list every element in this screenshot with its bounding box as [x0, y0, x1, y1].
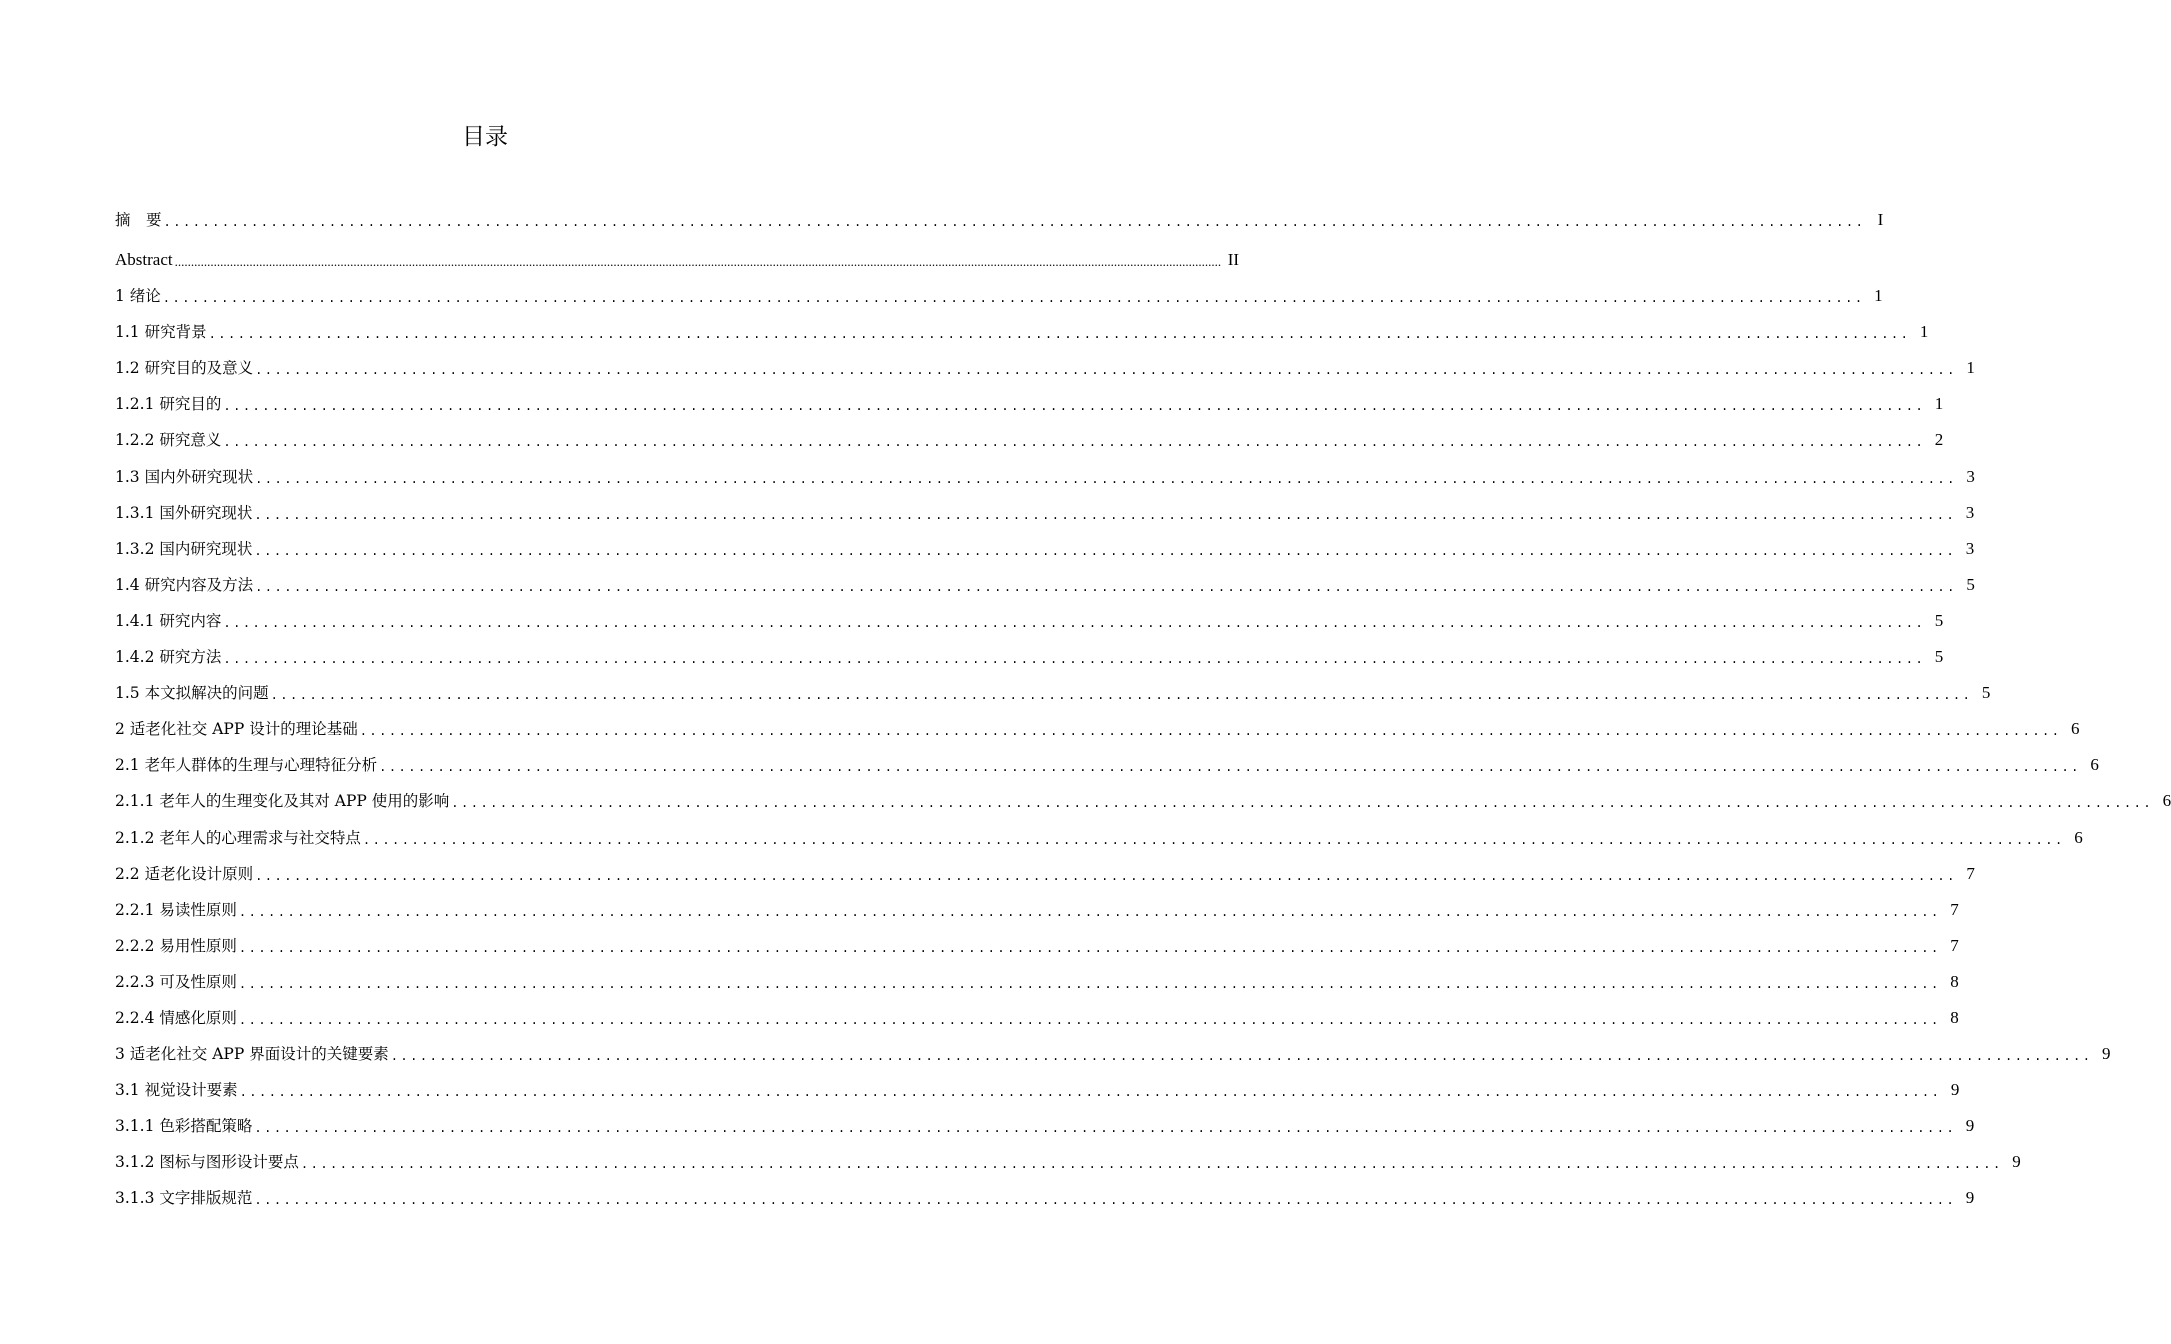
toc-entry-label: 2.2.2 易用性原则: [115, 936, 237, 955]
toc-entry-page: 5: [1981, 683, 1991, 703]
toc-entry-label: 2.1 老年人群体的生理与心理特征分析: [115, 756, 378, 775]
toc-entry-label: 1 绪论: [115, 287, 161, 306]
toc-dot-leader: ...............................................................................................................................................................................: [208, 327, 1911, 342]
toc-entry[interactable]: [115, 450, 1975, 486]
toc-dot-leader: ...............................................................................................................................................................................: [238, 940, 1941, 955]
toc-entry-page: 1: [1919, 322, 1929, 342]
toc-entry-label: Abstract: [115, 250, 173, 269]
toc-entry-label: 2.2 适老化设计原则: [115, 864, 254, 883]
toc-entry-label: 1.3 国内外研究现状: [115, 467, 254, 486]
toc-dot-leader: ...............................................................................................................................................................................: [379, 760, 2081, 775]
toc-entry-label: 2.2.1 易读性原则: [115, 900, 237, 919]
toc-dot-leader: ...............................................................................................................................................................................: [300, 1157, 2003, 1172]
toc-title: 目录: [462, 124, 508, 150]
toc-entry[interactable]: [115, 631, 1944, 667]
toc-dot-leader: ...............................................................................................................................................................................: [254, 1193, 1957, 1208]
toc-entry-abstract-en[interactable]: [115, 230, 1240, 270]
toc-entry-label: 2.1.2 老年人的心理需求与社交特点: [115, 828, 361, 847]
toc-entry-page: 6: [2071, 719, 2080, 739]
toc-entry-label: 3.1.3 文字排版规范: [115, 1189, 253, 1208]
toc-list: [115, 196, 2171, 1208]
toc-dot-leader: ...............................................................................................................................................................................: [390, 1049, 2093, 1064]
toc-entry-page: 3: [1966, 466, 1975, 486]
toc-dot-leader: ...............................................................................................................................................................................: [238, 904, 1941, 919]
toc-entry-label: 3 适老化社交 APP 界面设计的关键要素: [115, 1045, 389, 1064]
toc-dot-leader: ...............................................................................................................................................................................: [223, 399, 1926, 414]
toc-entry[interactable]: [115, 884, 1959, 920]
toc-entry[interactable]: [115, 1100, 1975, 1136]
toc-entry-label: 1.5 本文拟解决的问题: [115, 684, 269, 703]
toc-entry-page: 7: [1950, 899, 1959, 919]
toc-entry-page: 1: [1874, 286, 1883, 306]
toc-dot-leader: ...............................................................................................................................................................................: [238, 1012, 1941, 1027]
toc-entry-page: 6: [2074, 827, 2083, 847]
toc-entry[interactable]: [115, 559, 1975, 595]
toc-entry-page: 5: [1966, 574, 1975, 594]
toc-entry[interactable]: [115, 920, 1959, 956]
toc-dot-leader: ...............................................................................................................................................................................: [254, 543, 1957, 558]
toc-dot-leader: ...............................................................................................................................................................................: [255, 868, 1957, 883]
toc-entry-page: 9: [1965, 1188, 1975, 1208]
toc-entry[interactable]: [115, 775, 2171, 811]
toc-entry-page: 6: [2090, 755, 2099, 775]
toc-entry[interactable]: [115, 1172, 1975, 1208]
toc-entry-label: 1.1 研究背景: [115, 323, 207, 342]
toc-entry-label: 2.1.1 老年人的生理变化及其对 APP 使用的影响: [115, 792, 450, 811]
toc-dot-leader: ...............................................................................................................................................................................: [359, 724, 2062, 739]
toc-dot-leader: ...............................................................................................................................................................................: [223, 435, 1926, 450]
toc-entry-label: 3.1.1 色彩搭配策略: [115, 1117, 253, 1136]
toc-entry-page: 8: [1950, 1007, 1959, 1027]
toc-entry-page: 5: [1934, 610, 1944, 630]
toc-entry-label: 2.2.4 情感化原则: [115, 1008, 237, 1027]
toc-entry-label: 1.2.2 研究意义: [115, 431, 222, 450]
toc-entry-page: 1: [1934, 394, 1944, 414]
toc-entry-label: 2.2.3 可及性原则: [115, 972, 237, 991]
toc-entry[interactable]: [115, 703, 2080, 739]
toc-entry-abstract-cn[interactable]: [115, 196, 1884, 230]
toc-entry[interactable]: [115, 956, 1959, 992]
toc-dot-leader: ..................................................................................................................................................................................................................................................................................................................................: [174, 254, 1222, 269]
toc-entry[interactable]: [115, 523, 1975, 559]
toc-entry[interactable]: [115, 414, 1944, 450]
toc-entry-page: 1: [1966, 358, 1975, 378]
toc-dot-leader: ...............................................................................................................................................................................: [162, 291, 1865, 306]
toc-entry[interactable]: [115, 739, 2099, 775]
toc-entry-page: 9: [2012, 1152, 2021, 1172]
toc-entry-label: 1.4.1 研究内容: [115, 611, 222, 630]
toc-entry-label: 3.1.2 图标与图形设计要点: [115, 1153, 299, 1172]
toc-entry-page: II: [1227, 250, 1240, 269]
toc-entry-page: 5: [1934, 647, 1944, 667]
toc-entry-label: 2 适老化社交 APP 设计的理论基础: [115, 720, 358, 739]
toc-dot-leader: ...............................................................................................................................................................................: [451, 796, 2154, 811]
toc-entry-label: 1.3.2 国内研究现状: [115, 539, 253, 558]
toc-entry-page: 9: [2102, 1044, 2111, 1064]
toc-entry[interactable]: [115, 1064, 1960, 1100]
toc-dot-leader: ...............................................................................................................................................................................: [254, 507, 1957, 522]
toc-entry-page: 6: [2162, 791, 2171, 811]
toc-entry[interactable]: [115, 342, 1975, 378]
toc-dot-leader: ...............................................................................................................................................................................: [238, 976, 1941, 991]
toc-entry-label: 1.3.1 国外研究现状: [115, 503, 253, 522]
toc-entry-page: 9: [1950, 1080, 1960, 1100]
toc-dot-leader: ...............................................................................................................................................................................: [255, 579, 1957, 594]
toc-dot-leader: ...............................................................................................................................................................................: [270, 688, 1973, 703]
toc-entry-page: 8: [1950, 971, 1959, 991]
toc-dot-leader: ...............................................................................................................................................................................: [163, 215, 1866, 229]
toc-entry-page: 7: [1966, 863, 1975, 883]
toc-dot-leader: ...............................................................................................................................................................................: [254, 1121, 1957, 1136]
toc-entry[interactable]: [115, 270, 1883, 306]
toc-entry[interactable]: [115, 378, 1944, 414]
toc-entry[interactable]: [115, 811, 2083, 847]
toc-entry[interactable]: [115, 595, 1944, 631]
toc-entry-label: 摘 要: [115, 211, 162, 229]
toc-entry-page: 9: [1965, 1116, 1975, 1136]
toc-entry[interactable]: [115, 1136, 2021, 1172]
toc-entry[interactable]: [115, 306, 1929, 342]
toc-entry[interactable]: [115, 992, 1959, 1028]
toc-entry[interactable]: [115, 848, 1975, 884]
toc-dot-leader: ...............................................................................................................................................................................: [239, 1085, 1942, 1100]
toc-entry-page: 2: [1934, 430, 1944, 450]
toc-entry-page: I: [1877, 210, 1884, 229]
toc-entry-page: 3: [1965, 502, 1975, 522]
toc-entry-label: 1.4 研究内容及方法: [115, 575, 254, 594]
toc-dot-leader: ...............................................................................................................................................................................: [362, 832, 2065, 847]
toc-entry-label: 1.2 研究目的及意义: [115, 359, 254, 378]
toc-entry[interactable]: [115, 1028, 2111, 1064]
toc-dot-leader: ...............................................................................................................................................................................: [255, 363, 1957, 378]
toc-dot-leader: ...............................................................................................................................................................................: [255, 471, 1957, 486]
toc-entry-label: 3.1 视觉设计要素: [115, 1081, 238, 1100]
toc-entry-page: 3: [1965, 538, 1975, 558]
toc-entry-page: 7: [1950, 935, 1959, 955]
toc-entry-label: 1.4.2 研究方法: [115, 648, 222, 667]
toc-entry[interactable]: [115, 487, 1975, 523]
toc-dot-leader: ...............................................................................................................................................................................: [223, 652, 1926, 667]
toc-dot-leader: ...............................................................................................................................................................................: [223, 615, 1926, 630]
toc-entry[interactable]: [115, 667, 1991, 703]
toc-entry-label: 1.2.1 研究目的: [115, 395, 222, 414]
